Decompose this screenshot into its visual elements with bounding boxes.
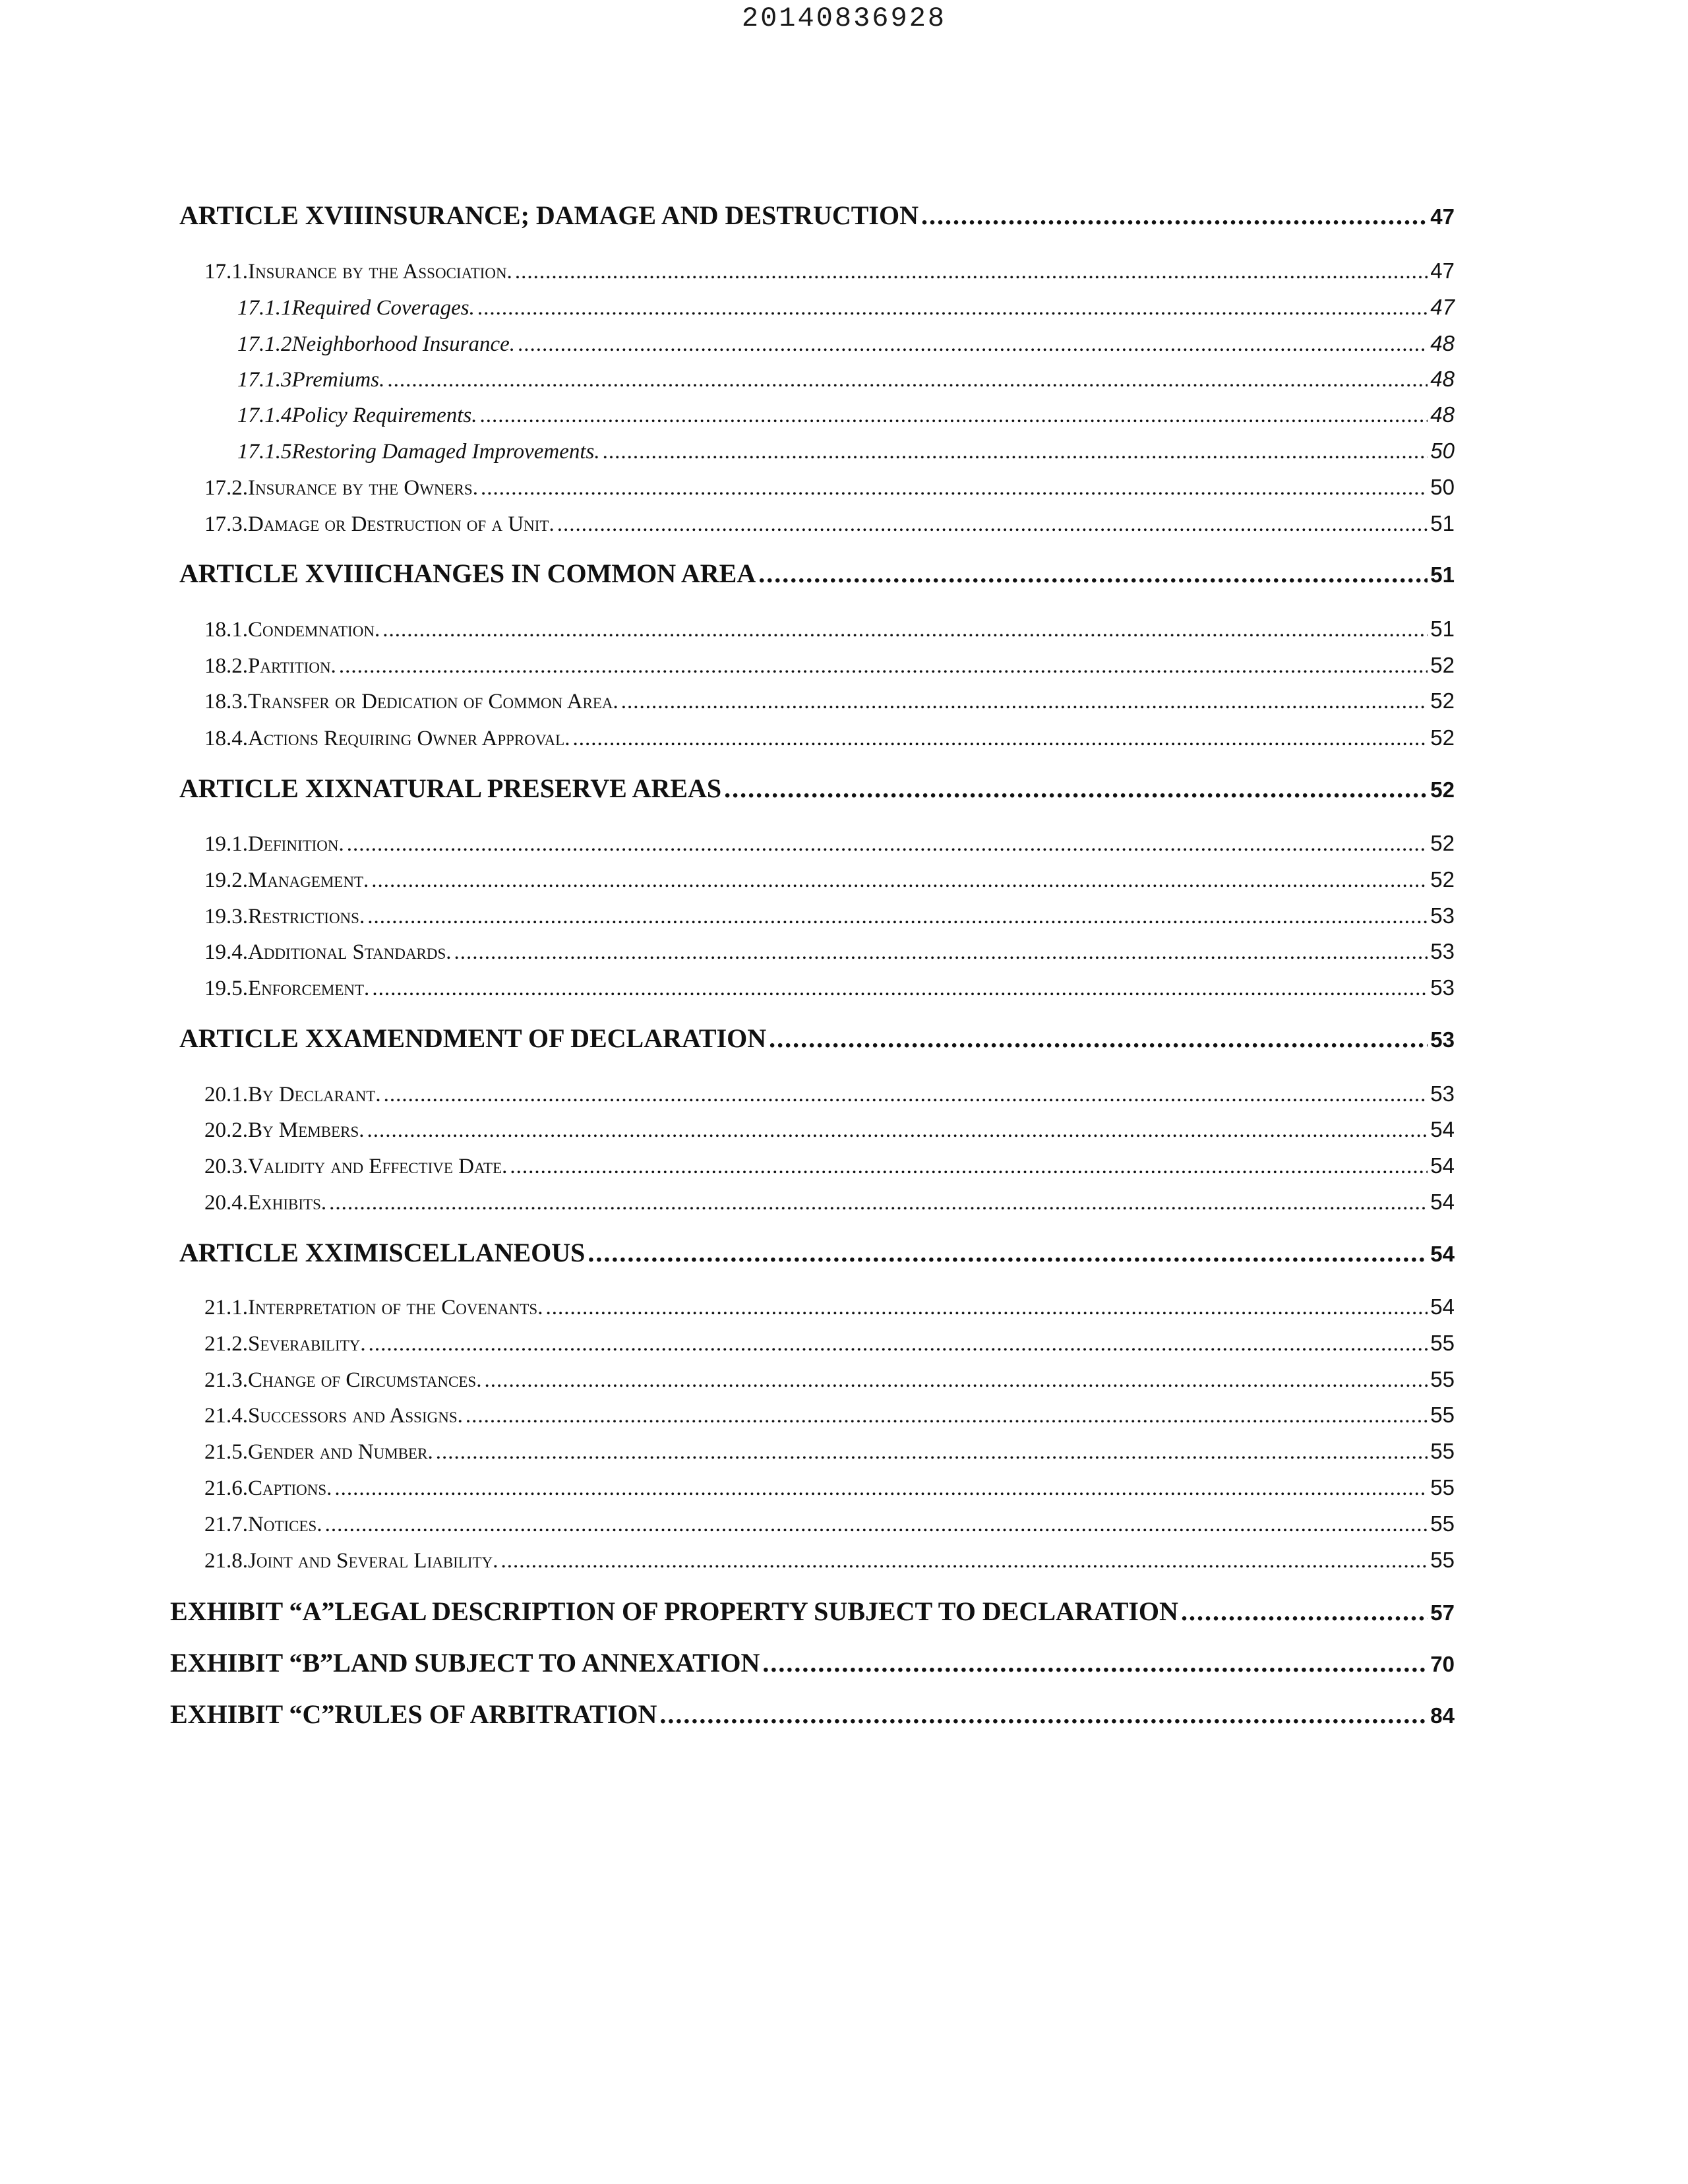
dot-leader bbox=[659, 1699, 1428, 1730]
toc-entry-number: 17.3. bbox=[204, 512, 248, 536]
toc-entry-page: 50 bbox=[1430, 475, 1455, 499]
toc-entry-page: 52 bbox=[1430, 653, 1455, 677]
toc-entry-number: EXHIBIT “A” bbox=[170, 1596, 335, 1626]
toc-entry-page: 54 bbox=[1430, 1242, 1455, 1266]
toc-entry-number: 21.1. bbox=[204, 1296, 248, 1320]
toc-entry-section bbox=[204, 903, 1455, 929]
toc-entry-number: ARTICLE XX bbox=[179, 1023, 344, 1053]
dot-leader bbox=[334, 1476, 1428, 1501]
toc-entry-page: 53 bbox=[1430, 975, 1455, 1000]
toc-entry-section bbox=[204, 1331, 1455, 1356]
toc-entry-title: By Declarant. bbox=[248, 1083, 381, 1107]
dot-leader bbox=[387, 368, 1428, 392]
toc-entry-section bbox=[204, 653, 1455, 679]
toc-entry-page: 48 bbox=[1430, 331, 1455, 355]
toc-entry-title: Management. bbox=[248, 868, 369, 892]
toc-entry-number: 21.7. bbox=[204, 1513, 248, 1536]
toc-entry-title: Gender and Number. bbox=[248, 1440, 433, 1464]
toc-entry-page: 55 bbox=[1430, 1475, 1455, 1500]
toc-entry-page: 55 bbox=[1430, 1439, 1455, 1463]
dot-leader bbox=[477, 296, 1428, 320]
toc-entry-article bbox=[179, 1237, 1455, 1268]
toc-entry-page: 55 bbox=[1430, 1367, 1455, 1391]
toc-entry-page: 47 bbox=[1430, 204, 1455, 229]
toc-entry-number: 21.8. bbox=[204, 1549, 248, 1573]
toc-entry-number: 21.2. bbox=[204, 1332, 248, 1356]
toc-entry-section bbox=[204, 511, 1455, 537]
toc-entry-title: AMENDMENT OF DECLARATION bbox=[343, 1023, 767, 1053]
dot-leader bbox=[545, 1296, 1428, 1320]
toc-entry-title: INSURANCE; DAMAGE AND DESTRUCTION bbox=[363, 200, 919, 230]
toc-entry-page: 53 bbox=[1430, 1027, 1455, 1052]
toc-entry-section bbox=[204, 1190, 1455, 1215]
toc-entry-subsection bbox=[237, 439, 1455, 464]
dot-leader bbox=[481, 476, 1428, 501]
toc-entry-title: Transfer or Dedication of Common Area. bbox=[248, 690, 618, 713]
dot-leader bbox=[762, 1647, 1428, 1678]
toc-entry-title: Actions Requiring Owner Approval. bbox=[248, 727, 570, 750]
toc-entry-section bbox=[204, 1548, 1455, 1573]
toc-entry-page: 55 bbox=[1430, 1548, 1455, 1572]
toc-entry-subsection bbox=[237, 295, 1455, 320]
toc-entry-section bbox=[204, 688, 1455, 714]
toc-entry-title: Restrictions. bbox=[248, 905, 365, 928]
dot-leader bbox=[515, 260, 1428, 284]
toc-entry-section bbox=[204, 1403, 1455, 1428]
toc-entry-section bbox=[204, 939, 1455, 965]
dot-leader bbox=[369, 1332, 1428, 1356]
dot-leader bbox=[518, 332, 1428, 357]
dot-leader bbox=[510, 1155, 1428, 1179]
toc-entry-number: 18.3. bbox=[204, 690, 248, 713]
toc-entry-page: 70 bbox=[1430, 1652, 1455, 1676]
toc-entry-number: 17.1.5 bbox=[237, 440, 292, 464]
toc-entry-page: 48 bbox=[1430, 402, 1455, 427]
toc-entry-section bbox=[204, 1475, 1455, 1501]
dot-leader bbox=[371, 868, 1428, 893]
toc-entry-title: LAND SUBJECT TO ANNEXATION bbox=[333, 1648, 760, 1678]
toc-entry-title: Change of Circumstances. bbox=[248, 1368, 482, 1392]
toc-entry-page: 52 bbox=[1430, 777, 1455, 802]
toc-entry-number: 17.1.3 bbox=[237, 368, 292, 392]
toc-entry-title: Interpretation of the Covenants. bbox=[248, 1296, 543, 1320]
toc-entry-page: 51 bbox=[1430, 562, 1455, 587]
toc-entry-number: EXHIBIT “B” bbox=[170, 1648, 334, 1678]
toc-entry-number: 21.6. bbox=[204, 1476, 248, 1500]
dot-leader bbox=[325, 1513, 1428, 1537]
dot-leader bbox=[339, 654, 1428, 679]
toc-entry-article bbox=[179, 773, 1455, 804]
toc-entry-page: 54 bbox=[1430, 1190, 1455, 1214]
document-number: 20140836928 bbox=[741, 3, 947, 34]
toc-entry-page: 84 bbox=[1430, 1703, 1455, 1728]
dot-leader bbox=[436, 1440, 1428, 1465]
toc-entry-number: ARTICLE XIX bbox=[179, 774, 354, 803]
toc-entry-title: Policy Requirements. bbox=[291, 404, 477, 427]
dot-leader bbox=[557, 512, 1428, 537]
toc-entry-subsection bbox=[237, 331, 1455, 357]
toc-entry-title: Definition. bbox=[248, 832, 344, 856]
dot-leader bbox=[603, 440, 1428, 464]
toc-entry-section bbox=[204, 475, 1455, 501]
toc-entry-number: 21.3. bbox=[204, 1368, 248, 1392]
toc-entry-page: 55 bbox=[1430, 1331, 1455, 1355]
toc-entry-section bbox=[204, 1511, 1455, 1537]
toc-entry-page: 52 bbox=[1430, 831, 1455, 855]
toc-entry-page: 55 bbox=[1430, 1403, 1455, 1427]
toc-entry-number: 20.4. bbox=[204, 1191, 248, 1215]
toc-entry-title: RULES OF ARBITRATION bbox=[334, 1699, 657, 1729]
toc-entry-title: Captions. bbox=[248, 1476, 332, 1500]
toc-entry-title: Damage or Destruction of a Unit. bbox=[248, 512, 555, 536]
toc-entry-title: By Members. bbox=[248, 1118, 365, 1142]
dot-leader bbox=[588, 1237, 1428, 1268]
dot-leader bbox=[454, 940, 1428, 965]
dot-leader bbox=[572, 727, 1428, 751]
dot-leader bbox=[382, 618, 1428, 642]
toc-entry-page: 52 bbox=[1430, 867, 1455, 892]
toc-entry-page: 53 bbox=[1430, 903, 1455, 928]
toc-entry-page: 53 bbox=[1430, 939, 1455, 963]
dot-leader bbox=[1181, 1596, 1428, 1627]
toc-entry-number: 19.3. bbox=[204, 905, 248, 928]
toc-entry-page: 52 bbox=[1430, 725, 1455, 750]
toc-entry-section bbox=[204, 1367, 1455, 1393]
toc-entry-number: 18.4. bbox=[204, 727, 248, 750]
toc-entry-title: Condemnation. bbox=[248, 618, 380, 642]
toc-entry-section bbox=[204, 258, 1455, 284]
toc-entry-number: 21.4. bbox=[204, 1404, 248, 1428]
toc-entry-page: 47 bbox=[1430, 258, 1455, 283]
toc-entry-title: Restoring Damaged Improvements. bbox=[291, 440, 600, 464]
toc-entry-number: 19.1. bbox=[204, 832, 248, 856]
toc-entry-number: 17.2. bbox=[204, 476, 248, 500]
toc-entry-title: Joint and Several Liability. bbox=[248, 1549, 498, 1573]
toc-entry-title: CHANGES IN COMMON AREA bbox=[374, 559, 756, 588]
toc-entry-page: 54 bbox=[1430, 1117, 1455, 1141]
toc-entry-page: 47 bbox=[1430, 295, 1455, 319]
toc-entry-number: 19.2. bbox=[204, 868, 248, 892]
toc-entry-number: ARTICLE XXI bbox=[179, 1238, 354, 1267]
toc-entry-section bbox=[204, 725, 1455, 751]
dot-leader bbox=[758, 558, 1428, 589]
dot-leader bbox=[480, 404, 1428, 428]
toc-entry-page: 57 bbox=[1430, 1600, 1455, 1625]
toc-entry-exhibit bbox=[170, 1647, 1455, 1678]
toc-entry-article bbox=[179, 200, 1455, 231]
toc-entry-section bbox=[204, 831, 1455, 857]
toc-entry-section bbox=[204, 1153, 1455, 1179]
dot-leader bbox=[466, 1404, 1428, 1428]
toc-entry-title: Insurance by the Association. bbox=[248, 260, 512, 284]
dot-leader bbox=[347, 832, 1428, 857]
toc-entry-title: Enforcement. bbox=[248, 977, 370, 1000]
toc-entry-page: 52 bbox=[1430, 688, 1455, 713]
toc-entry-number: 20.1. bbox=[204, 1083, 248, 1107]
dot-leader bbox=[367, 905, 1428, 929]
toc-entry-page: 48 bbox=[1430, 367, 1455, 391]
toc-entry-title: Insurance by the Owners. bbox=[248, 476, 478, 500]
toc-entry-title: Severability. bbox=[248, 1332, 366, 1356]
toc-entry-exhibit bbox=[170, 1699, 1455, 1730]
toc-entry-title: Partition. bbox=[248, 654, 336, 678]
dot-leader bbox=[769, 1023, 1428, 1054]
toc-entry-number: 20.3. bbox=[204, 1155, 248, 1178]
toc-entry-subsection bbox=[237, 367, 1455, 392]
toc-entry-number: 17.1.2 bbox=[237, 332, 292, 356]
toc-entry-section bbox=[204, 1294, 1455, 1320]
toc-entry-page: 51 bbox=[1430, 617, 1455, 641]
toc-entry-page: 54 bbox=[1430, 1153, 1455, 1178]
toc-entry-title: Notices. bbox=[248, 1513, 322, 1536]
toc-entry-section bbox=[204, 1117, 1455, 1143]
toc-entry-title: LEGAL DESCRIPTION OF PROPERTY SUBJECT TO DECLARATION bbox=[334, 1596, 1178, 1626]
toc-entry-number: 18.1. bbox=[204, 618, 248, 642]
toc-entry-title: Premiums. bbox=[291, 368, 385, 392]
toc-entry-section bbox=[204, 867, 1455, 893]
toc-entry-subsection bbox=[237, 402, 1455, 428]
toc-entry-section bbox=[204, 1081, 1455, 1107]
toc-entry-title: Validity and Effective Date. bbox=[248, 1155, 508, 1178]
toc-entry-number: 21.5. bbox=[204, 1440, 248, 1464]
toc-entry-number: EXHIBIT “C” bbox=[170, 1699, 335, 1729]
toc-entry-page: 54 bbox=[1430, 1294, 1455, 1319]
toc-entry-page: 50 bbox=[1430, 439, 1455, 463]
toc-entry-section bbox=[204, 1439, 1455, 1465]
toc-entry-number: 17.1.1 bbox=[237, 296, 292, 320]
dot-leader bbox=[921, 200, 1428, 231]
toc-entry-number: 19.5. bbox=[204, 977, 248, 1000]
toc-entry-title: Additional Standards. bbox=[248, 940, 452, 964]
dot-leader bbox=[724, 773, 1428, 804]
toc-entry-exhibit bbox=[170, 1596, 1455, 1627]
toc-entry-title: Required Coverages. bbox=[291, 296, 475, 320]
toc-entry-section bbox=[204, 617, 1455, 642]
toc-entry-page: 55 bbox=[1430, 1511, 1455, 1536]
dot-leader bbox=[372, 977, 1428, 1001]
dot-leader bbox=[367, 1118, 1428, 1143]
toc-entry-title: Successors and Assigns. bbox=[248, 1404, 463, 1428]
toc-entry-title: MISCELLANEOUS bbox=[353, 1238, 586, 1267]
toc-entry-title: Exhibits. bbox=[248, 1191, 327, 1215]
toc-entry-page: 51 bbox=[1430, 511, 1455, 535]
toc-entry-article bbox=[179, 558, 1455, 589]
toc-entry-title: NATURAL PRESERVE AREAS bbox=[353, 774, 722, 803]
toc-entry-page: 53 bbox=[1430, 1081, 1455, 1106]
dot-leader bbox=[384, 1083, 1428, 1107]
toc-entry-article bbox=[179, 1023, 1455, 1054]
toc-entry-number: ARTICLE XVII bbox=[179, 200, 364, 230]
toc-entry-number: 20.2. bbox=[204, 1118, 248, 1142]
toc-entry-section bbox=[204, 975, 1455, 1001]
toc-entry-number: 18.2. bbox=[204, 654, 248, 678]
dot-leader bbox=[484, 1368, 1428, 1393]
toc-entry-number: 17.1. bbox=[204, 260, 248, 284]
toc-entry-number: 19.4. bbox=[204, 940, 248, 964]
dot-leader bbox=[500, 1549, 1428, 1573]
dot-leader bbox=[621, 690, 1428, 714]
dot-leader bbox=[329, 1191, 1428, 1215]
toc-entry-number: ARTICLE XVIII bbox=[179, 559, 375, 588]
toc-entry-title: Neighborhood Insurance. bbox=[291, 332, 516, 356]
toc-entry-number: 17.1.4 bbox=[237, 404, 292, 427]
